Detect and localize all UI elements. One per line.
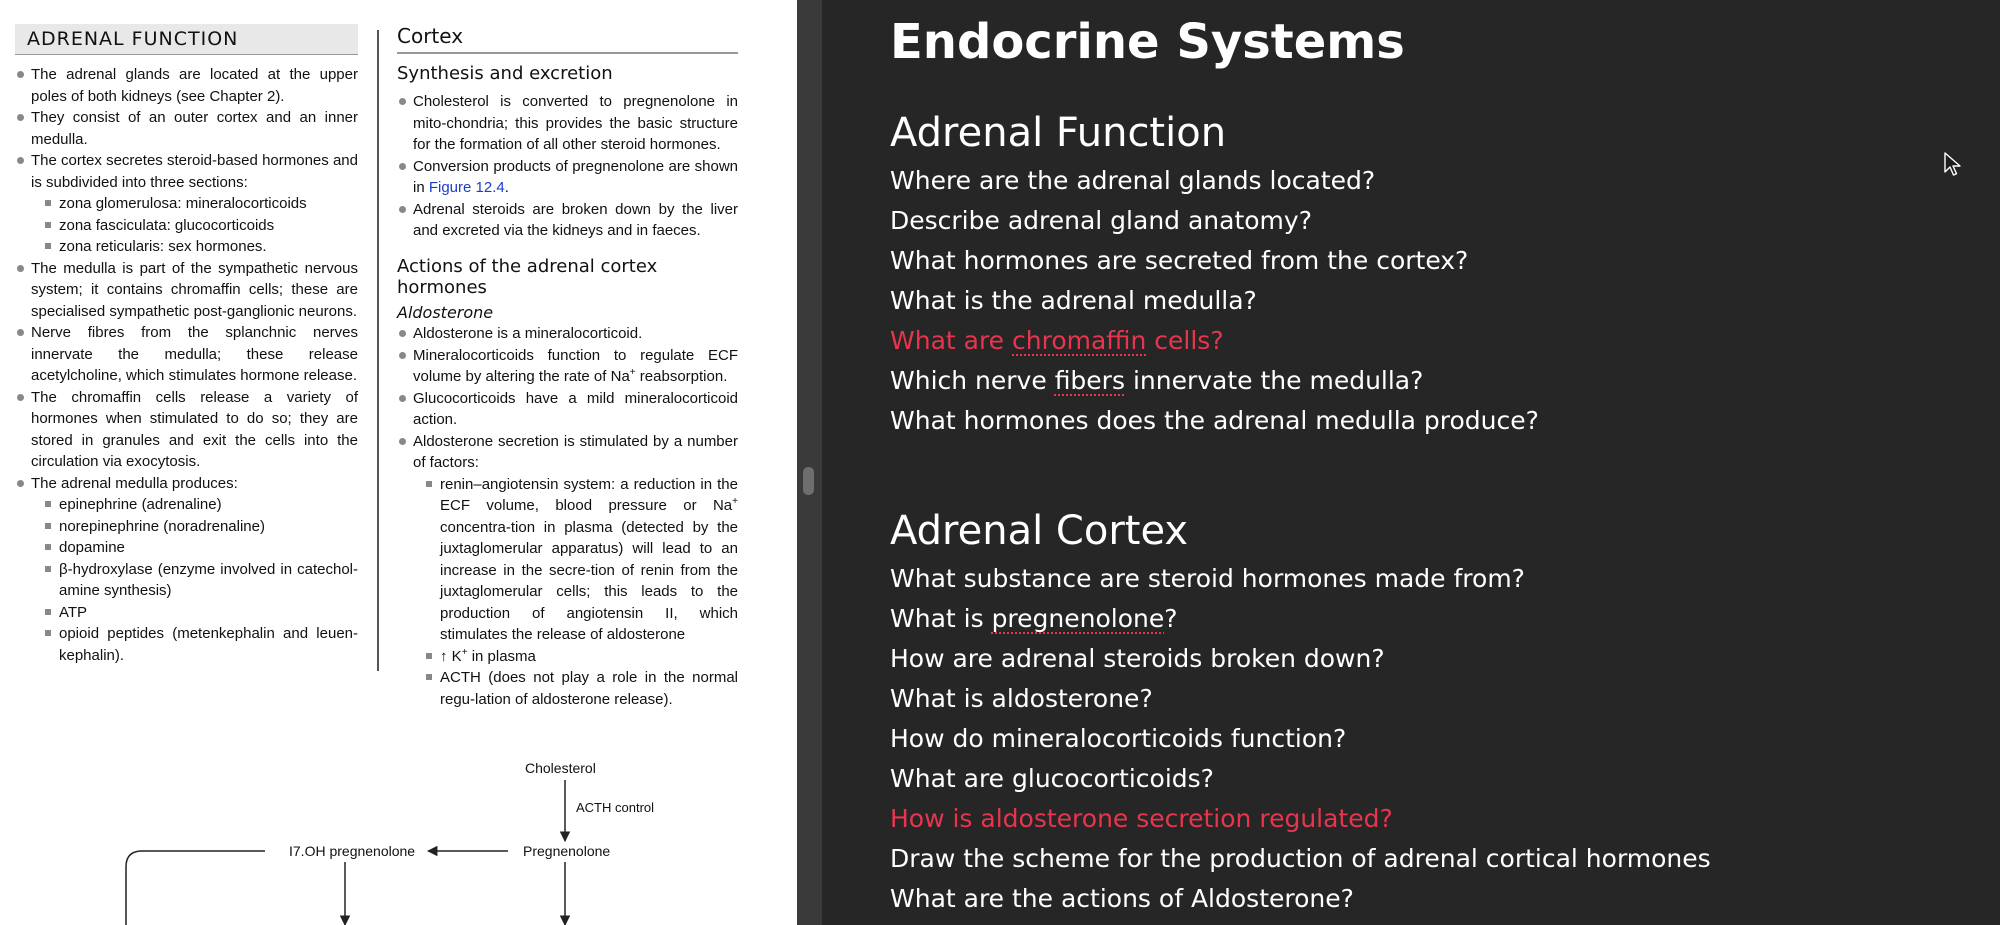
spelling-flagged-word: pregnenolone	[991, 604, 1165, 633]
sub-list-item: β-hydroxylase (enzyme involved in catechol-amine synthesis)	[15, 559, 358, 602]
list-item: Aldosterone is a mineralocorticoid.	[397, 323, 738, 345]
section-heading: ADRENAL FUNCTION	[27, 28, 239, 50]
diagram-acth-control: ACTH control	[576, 800, 655, 815]
list-item: Nerve fibres from the splanchnic nerves innervate the medulla; these release acetylcholine, which stimulates hormone release.	[15, 322, 358, 387]
text-run: cells?	[1146, 326, 1224, 355]
list-item: The cortex secretes steroid-based hormones and is subdivided into three sections:	[15, 150, 358, 193]
synthesis-heading: Synthesis and excretion	[397, 63, 613, 84]
sub-list-item: ACTH (does not play a role in the normal regu-lation of aldosterone release).	[397, 667, 738, 710]
text-run: What is	[890, 604, 992, 633]
list-item: Aldosterone secretion is stimulated by a number of factors:	[397, 431, 738, 474]
branch-line	[126, 851, 265, 925]
question-item[interactable]: What is the adrenal medulla?	[890, 286, 1257, 315]
question-item[interactable]: What are glucocorticoids?	[890, 764, 1214, 793]
notes-panel[interactable]	[822, 0, 2000, 925]
list-item: Adrenal steroids are broken down by the liver and excreted via the kidneys and in faeces.	[397, 199, 738, 242]
superscript: +	[732, 496, 738, 507]
diagram-cholesterol: Cholesterol	[525, 760, 596, 776]
question-item[interactable]: Describe adrenal gland anatomy?	[890, 206, 1312, 235]
text-run: renin–angiotensin system: a reduction in the ECF volume, blood pressure or Na	[440, 475, 738, 514]
pathway-diagram	[0, 0, 797, 925]
mouse-cursor-icon	[1944, 152, 1962, 178]
text-run: ↑ K	[440, 647, 462, 665]
text-run: innervate the medulla?	[1125, 366, 1424, 395]
diagram-pregnenolone: Pregnenolone	[523, 843, 611, 859]
sub-list-item: opioid peptides (metenkephalin and leuen-kephalin).	[15, 623, 358, 666]
text-run: reabsorption.	[635, 368, 728, 385]
superscript: +	[461, 646, 468, 658]
notes-section-heading: Adrenal Cortex	[890, 508, 1189, 554]
text-run: concentra-tion in plasma (detected by the juxtaglomerular apparatus) will lead to an increase in the secre-tion of renin from the juxtaglomerular cells; this leads to the production of angiotensin II, which stimulates the release of aldosterone	[440, 518, 738, 643]
document-page	[0, 0, 797, 925]
question-item[interactable]: What is aldosterone?	[890, 684, 1153, 713]
actions-heading: Actions of the adrenal cortex hormones	[397, 255, 658, 298]
list-item: They consist of an outer cortex and an inner medulla.	[15, 107, 358, 150]
question-item-highlighted[interactable]: How is aldosterone secretion regulated?	[890, 804, 1393, 833]
notes-title: Endocrine Systems	[890, 14, 1405, 70]
text-run: What are	[890, 326, 1013, 355]
sub-list-item: ATP	[15, 602, 358, 624]
sub-list-item: norepinephrine (noradrenaline)	[15, 516, 358, 538]
sub-list-item: dopamine	[15, 537, 358, 559]
question-item[interactable]: Where are the adrenal glands located?	[890, 166, 1376, 195]
list-item: Cholesterol is converted to pregnenolone in mito-chondria; this provides the basic structure for the formation of all other steroid hormones.	[397, 91, 738, 156]
figure-link[interactable]: Figure 12.4	[428, 179, 505, 196]
text-run: Which nerve	[890, 366, 1055, 395]
cortex-title: Cortex	[397, 24, 464, 48]
question-item[interactable]: What substance are steroid hormones made from?	[890, 564, 1525, 593]
question-item[interactable]: How are adrenal steroids broken down?	[890, 644, 1385, 673]
question-item-highlighted[interactable]	[890, 326, 1224, 355]
pane-splitter[interactable]	[797, 0, 822, 925]
spelling-flagged-word: fibers	[1054, 366, 1125, 395]
question-item[interactable]: How do mineralocorticoids function?	[890, 724, 1347, 753]
sub-list-item: zona reticularis: sex hormones.	[15, 236, 358, 258]
question-item[interactable]	[890, 366, 1423, 395]
notes-section-heading: Adrenal Function	[890, 110, 1227, 156]
aldosterone-heading: Aldosterone	[397, 302, 494, 322]
question-item[interactable]: What are the actions of Aldosterone?	[890, 884, 1354, 913]
list-item: The adrenal medulla produces:	[15, 473, 358, 495]
sub-list-item: epinephrine (adrenaline)	[15, 494, 358, 516]
list-item: Glucocorticoids have a mild mineralocorticoid action.	[397, 388, 738, 431]
text-run: Mineralocorticoids function to regulate ECF volume by altering the rate of Na	[413, 346, 738, 385]
list-item: The adrenal glands are located at the upper poles of both kidneys (see Chapter 2).	[15, 64, 358, 107]
spelling-flagged-word: chromaffin	[1012, 326, 1147, 355]
question-item[interactable]	[890, 604, 1178, 633]
text-run: Conversion products of pregnenolone are shown in	[413, 157, 738, 196]
sub-list-item: zona fasciculata: glucocorticoids	[15, 215, 358, 237]
question-item[interactable]: What hormones does the adrenal medulla produce?	[890, 406, 1539, 435]
sub-list-item: zona glomerulosa: mineralocorticoids	[15, 193, 358, 215]
list-item: The medulla is part of the sympathetic nervous system; it contains chromaffin cells; these are specialised sympathetic post-ganglionic neurons.	[15, 258, 358, 323]
question-item[interactable]: What hormones are secreted from the cortex?	[890, 246, 1469, 275]
text-run: in plasma	[467, 647, 536, 665]
question-item[interactable]: Draw the scheme for the production of adrenal cortical hormones	[890, 844, 1711, 873]
text-run: .	[504, 179, 509, 196]
scrollbar-thumb[interactable]	[803, 467, 814, 495]
list-item: The chromaffin cells release a variety of hormones when stimulated to do so; they are stored in granules and exit the cells into the circulation via exocytosis.	[15, 387, 358, 473]
text-run: ?	[1164, 604, 1178, 633]
diagram-17oh-pregnenolone: I7.OH pregnenolone	[289, 843, 416, 859]
superscript: +	[629, 367, 636, 378]
